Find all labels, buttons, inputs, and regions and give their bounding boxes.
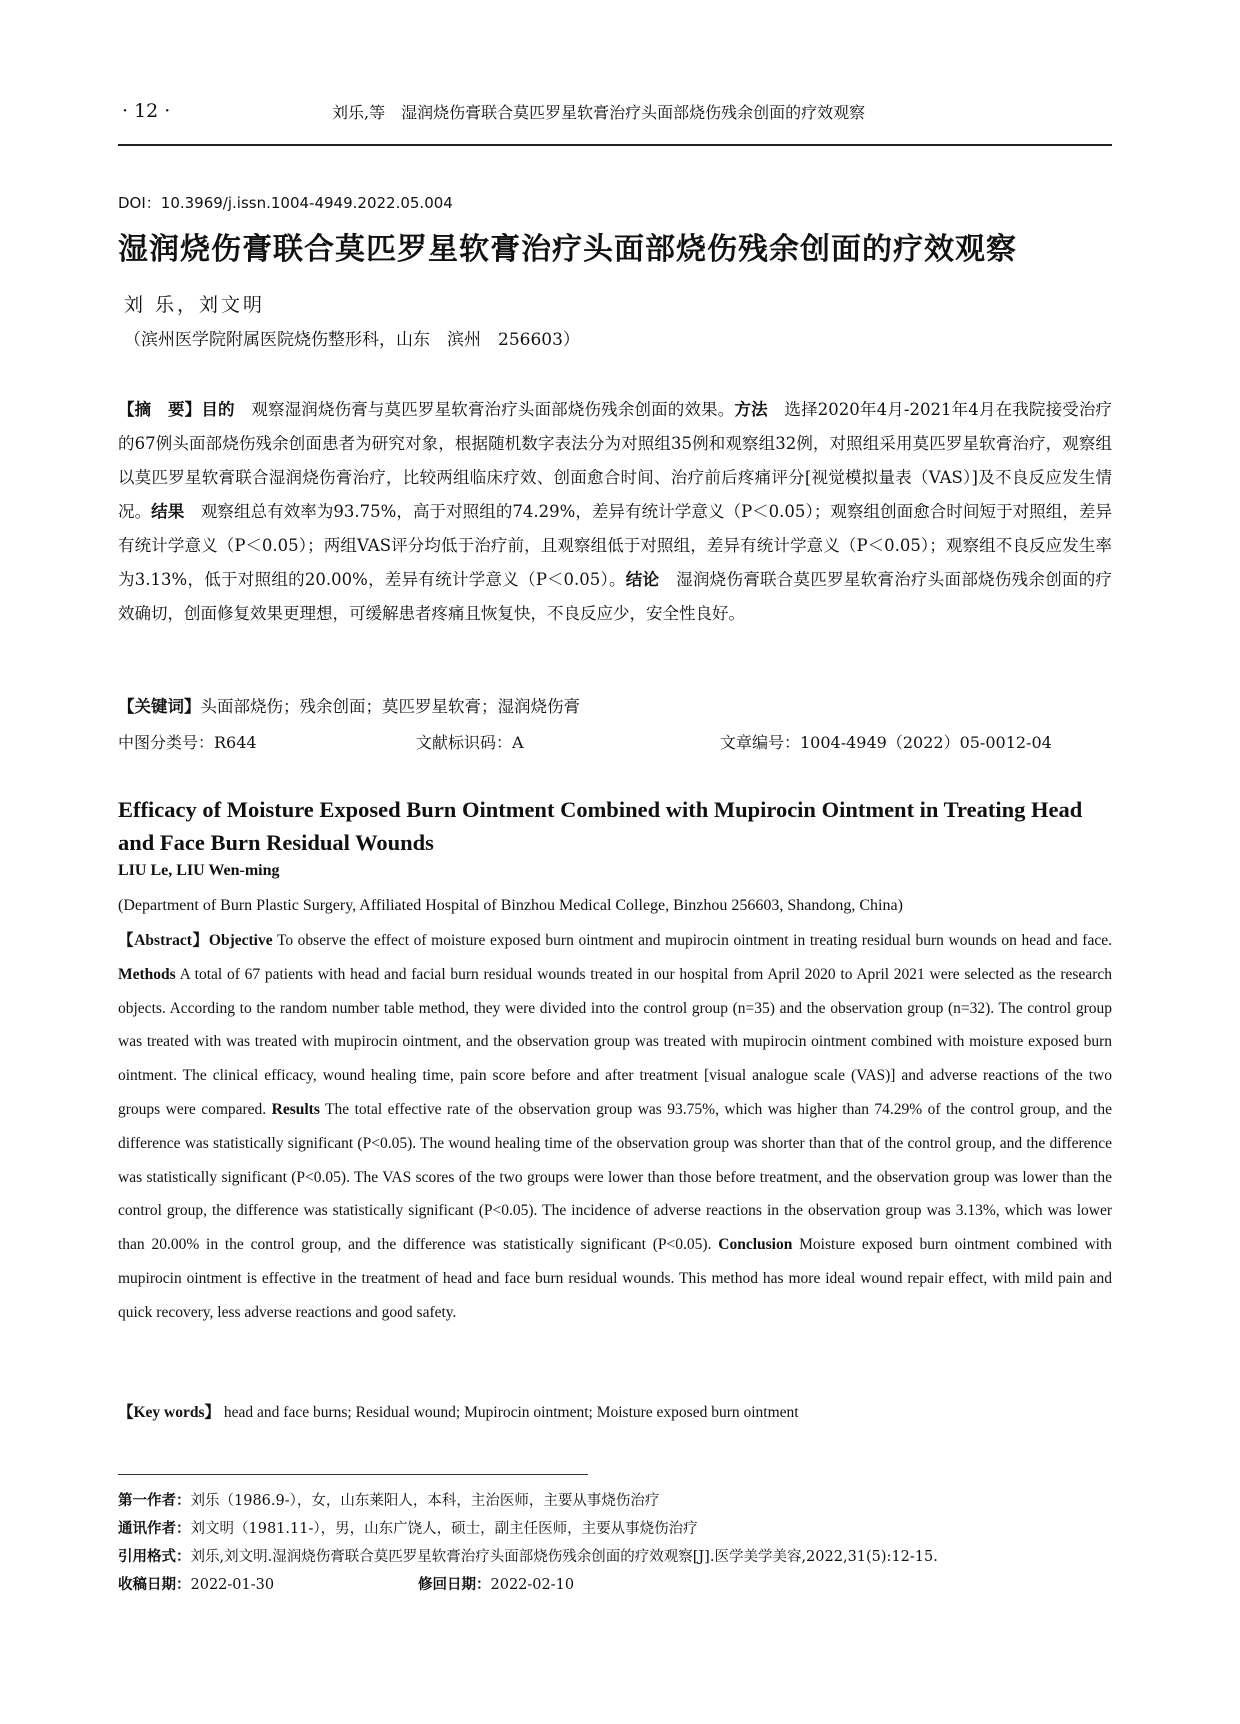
running-header — [122, 100, 1110, 130]
results-en-label: Results — [271, 1100, 320, 1118]
citation-note — [118, 1543, 1112, 1571]
objective-en-text: To observe the effect of moisture exposed burn ointment and mupirocin ointment in treating residual burn wounds on head and face. — [276, 932, 1112, 949]
conclusion-text: 湿润烧伤膏联合莫匹罗星软膏治疗头面部烧伤残余创面的疗效确切，创面修复效果更理想，可缓解患者疼痛且恢复快，不良反应少，安全性良好。 — [118, 570, 1113, 623]
revised-value: 2022-02-10 — [490, 1577, 575, 1593]
received-label: 收稿日期： — [118, 1576, 191, 1593]
article-number: 文章编号：1004-4949（2022）05-0012-04 — [720, 733, 1052, 752]
footnote-divider — [118, 1474, 588, 1475]
document-code: 文献标识码：A — [416, 733, 524, 752]
chinese-title: 湿润烧伤膏联合莫匹罗星软膏治疗头面部烧伤残余创面的疗效观察 — [118, 232, 1017, 267]
received-value: 2022-01-30 — [190, 1577, 275, 1593]
objective-label: 目的 — [201, 400, 235, 419]
abstract-label: 【摘 要】 — [118, 400, 202, 419]
revised-label: 修回日期： — [418, 1576, 491, 1593]
english-abstract — [118, 924, 1112, 1330]
objective-en-label: Objective — [208, 932, 273, 949]
methods-text: 选择2020年4月-2021年4月在我院接受治疗的67例头面部烧伤残余创面患者为研究对象，根据随机数字表法分为对照组35例和观察组32例，对照组采用莫匹罗星软膏治疗，观察组以莫匹罗星软膏联合湿润烧伤膏治疗，比较两组临床疗效、创面愈合时间、治疗前后疼痛评分[视觉模拟量表（VAS）]及不良反应发生情况。 — [118, 400, 1113, 521]
conclusion-en-label: Conclusion — [718, 1236, 793, 1254]
keywords-text: 头面部烧伤；残余创面；莫匹罗星软膏；湿润烧伤膏 — [200, 697, 580, 716]
objective-text: 观察湿润烧伤膏与莫匹罗星软膏治疗头面部烧伤残余创面的效果。 — [251, 400, 735, 419]
results-label: 结果 — [151, 502, 185, 521]
corresponding-author-note — [118, 1515, 1112, 1543]
abstract-en-label: 【Abstract】 — [118, 932, 209, 949]
methods-en-text: A total of 67 patients with head and facial burn residual wounds treated in our hospital from April 2020 to April 2021 were selected as the research objects. According to the random number table method, they were divided into the control group (n=35) and the observation group (n=32). The control group was treated with was treated with mupirocin ointment, and the observation group was treated with mupirocin ointment combined with moisture exposed burn ointment. The clinical efficacy, wound healing time, pain score before and after treatment [visual analogue scale (VAS)] and adverse reactions of the two groups were compared. — [118, 965, 1112, 1118]
results-en-text: The total effective rate of the observation group was 93.75%, which was higher than 74.29% of the control group, and the difference was statistically significant (P<0.05). The wound healing time of the observation group was shorter than that of the control group, and the difference was statistically significant (P<0.05). The VAS scores of the two groups were lower than those before treatment, and the observation group was lower than the control group, the difference was statistically significant (P<0.05). The incidence of adverse reactions in the observation group was 3.13%, which was lower than 20.00% in the control group, and the difference was statistically significant (P<0.05). — [118, 1100, 1112, 1254]
chinese-keywords — [118, 693, 580, 717]
classification-row — [118, 730, 1112, 756]
keywords-label: 【关键词】 — [118, 697, 201, 716]
first-author-note — [118, 1487, 1112, 1515]
received-date — [118, 1571, 274, 1599]
english-title: Efficacy of Moisture Exposed Burn Ointment Combined with Mupirocin Ointment in Treating Head and Face Burn Residual Wounds — [118, 797, 1083, 855]
footnotes — [118, 1487, 1112, 1599]
english-affiliation: (Department of Burn Plastic Surgery, Affiliated Hospital of Binzhou Medical College, Binzhou 256603, Shandong, China) — [118, 897, 903, 914]
clc-number: 中图分类号：R644 — [118, 733, 257, 752]
citation-label: 引用格式： — [118, 1548, 191, 1565]
running-title: 刘乐,等 湿润烧伤膏联合莫匹罗星软膏治疗头面部烧伤残余创面的疗效观察 — [332, 103, 866, 122]
methods-label: 方法 — [734, 400, 768, 419]
chinese-authors: 刘 乐，刘文明 — [124, 294, 266, 316]
chinese-affiliation: （滨州医学院附属医院烧伤整形科，山东 滨州 256603） — [124, 330, 580, 350]
english-keywords — [118, 1400, 799, 1422]
page-number: · 12 · — [122, 100, 171, 122]
first-author-label: 第一作者： — [118, 1492, 191, 1509]
doi: DOI：10.3969/j.issn.1004-4949.2022.05.004 — [118, 194, 453, 212]
first-author-text: 刘乐（1986.9-），女，山东莱阳人，本科，主治医师，主要从事烧伤治疗 — [190, 1493, 660, 1509]
keywords-en-text: head and face burns; Residual wound; Mupirocin ointment; Moisture exposed burn ointment — [223, 1404, 799, 1421]
corresponding-text: 刘文明（1981.11-），男，山东广饶人，硕士，副主任医师，主要从事烧伤治疗 — [190, 1521, 698, 1537]
citation-text: 刘乐,刘文明.湿润烧伤膏联合莫匹罗星软膏治疗头面部烧伤残余创面的疗效观察[J].医学美学美容,2022,31(5):12-15. — [190, 1549, 938, 1565]
methods-en-label: Methods — [118, 965, 176, 983]
chinese-abstract — [118, 393, 1112, 631]
dates-row — [118, 1571, 1112, 1599]
conclusion-en-text: Moisture exposed burn ointment combined with mupirocin ointment is effective in the treatment of head and face burn residual wounds. This method has more ideal wound repair effect, with mild pain and quick recovery, less adverse reactions and good safety. — [118, 1236, 1113, 1321]
results-text: 观察组总有效率为93.75%，高于对照组的74.29%，差异有统计学意义（P＜0.05）；观察组创面愈合时间短于对照组，差异有统计学意义（P＜0.05）；两组VAS评分均低于治疗前，且观察组低于对照组，差异有统计学意义（P＜0.05）；观察组不良反应发生率为3.13%，低于对照组的20.00%，差异有统计学意义（P＜0.05）。 — [118, 502, 1113, 589]
conclusion-label: 结论 — [625, 570, 660, 589]
corresponding-label: 通讯作者： — [118, 1520, 191, 1537]
english-authors: LIU Le, LIU Wen-ming — [118, 862, 280, 879]
keywords-en-label: 【Key words】 — [118, 1404, 221, 1421]
header-divider — [118, 144, 1112, 146]
revised-date — [418, 1571, 574, 1599]
